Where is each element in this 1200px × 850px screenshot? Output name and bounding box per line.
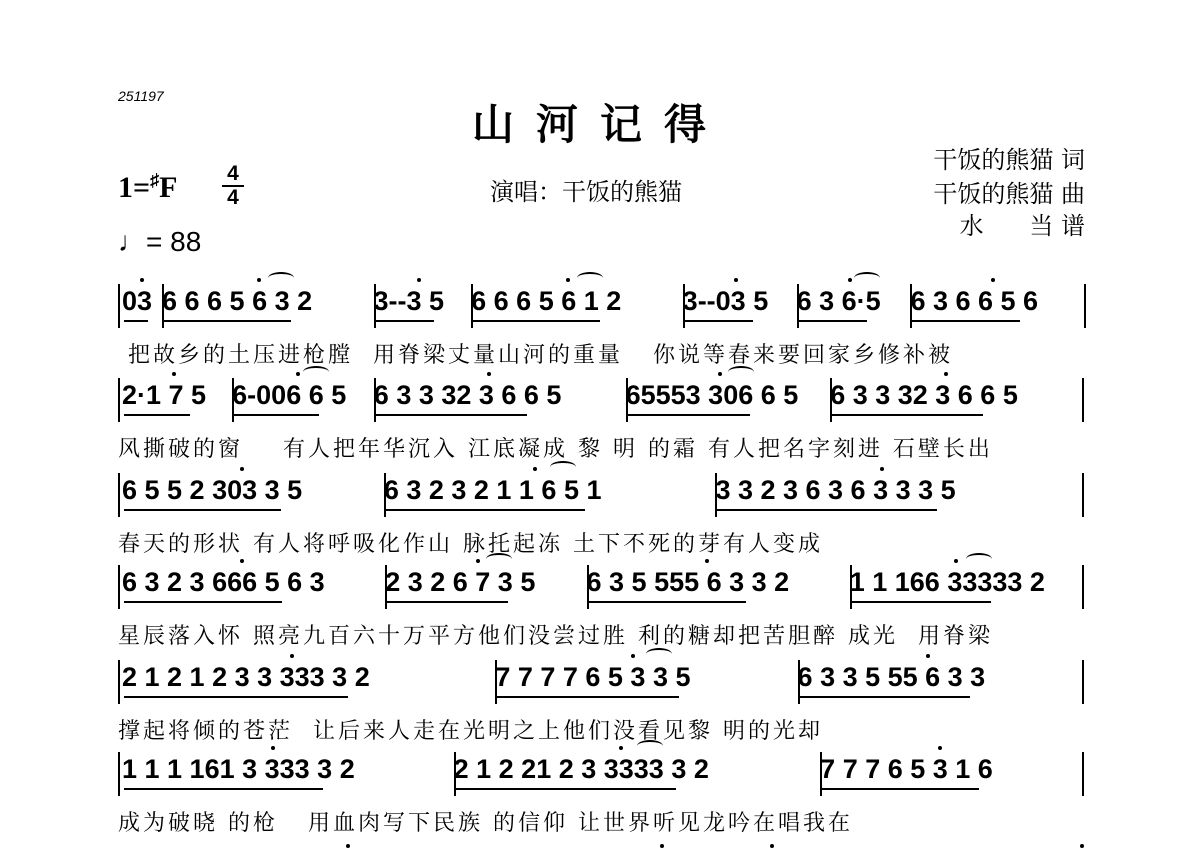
octave-dot [718, 372, 722, 376]
measure-notes: 6 3 2 3 2 1 1 6 5 1 [383, 475, 602, 505]
octave-dot [533, 467, 537, 471]
beam-underline [589, 601, 747, 603]
measure-notes: 6-006 6 5 [232, 380, 347, 410]
barline [118, 565, 120, 609]
barline [1082, 660, 1084, 704]
measure-notes: 7 7 7 6 5 3 1 6 [820, 754, 993, 784]
measure-notes: 6 3 6 6 5 6 [910, 286, 1039, 316]
octave-dot [944, 372, 948, 376]
notes-row [118, 660, 1086, 704]
notes-row [118, 378, 1086, 422]
octave-dot [734, 278, 738, 282]
slur [550, 461, 576, 473]
barline [1082, 378, 1084, 422]
measure-notes: 03 [122, 286, 153, 316]
slur [728, 366, 754, 378]
tempo-marking [118, 226, 201, 258]
measure-notes: 1 1 166 33333 2 [849, 567, 1045, 597]
octave-dot [631, 654, 635, 658]
beam-underline [124, 696, 348, 698]
beam-underline [685, 320, 753, 322]
barline [1084, 284, 1086, 328]
beam-underline [124, 601, 282, 603]
beam-underline [832, 414, 983, 416]
measure-notes: 6 3 5 555 6 3 3 2 [586, 567, 790, 597]
measure-notes: 2 1 2 1 2 3 3 333 3 2 [122, 662, 370, 692]
beam-underline [800, 696, 971, 698]
next-row-preview [340, 842, 1090, 850]
octave-dot [660, 844, 664, 848]
lyrics-row: 风撕破的窗 有人把年华沉入 江底凝成 黎 明 的霜 有人把名字刻进 石壁长出 [118, 437, 993, 462]
measure-notes: 7 7 7 7 6 5 3 3 5 [495, 662, 691, 692]
key-signature [118, 170, 177, 205]
song-title: 山河记得 [471, 100, 728, 149]
beam-underline [234, 414, 319, 416]
octave-dot [346, 844, 350, 848]
time-signature-bottom: 4 [227, 186, 239, 209]
transcriber-credit: 水 当 谱 [959, 212, 1085, 240]
slur [637, 740, 663, 752]
slur [854, 272, 880, 284]
notes-row [118, 473, 1086, 517]
octave-dot [417, 278, 421, 282]
key-note: F [159, 171, 178, 204]
beam-underline [473, 320, 600, 322]
measure-notes: 3--3 5 [373, 286, 445, 316]
octave-dot [172, 372, 176, 376]
octave-dot [619, 746, 623, 750]
barline [118, 284, 120, 328]
measure-notes: 1 1 1 161 3 333 3 2 [122, 754, 355, 784]
beam-underline [376, 414, 527, 416]
barline [1082, 473, 1084, 517]
tempo-value: = 88 [146, 226, 202, 257]
lyrics-row: 撑起将倾的苍茫 让后来人走在光明之上他们没看见黎 明的光却 [118, 719, 823, 744]
measure-notes: 6 3 2 3 666 5 6 3 [122, 567, 325, 597]
beam-underline [628, 414, 751, 416]
measure-notes: 6 6 6 5 6 3 2 [162, 286, 313, 316]
time-signature-top: 4 [227, 162, 239, 185]
measure-notes: 65553 306 6 5 [625, 380, 799, 410]
octave-dot [476, 559, 480, 563]
measure-notes: 6 3 6·5 [796, 286, 881, 316]
octave-dot [705, 559, 709, 563]
beam-underline [124, 788, 323, 790]
measure-notes: 2 3 2 6 7 3 5 [385, 567, 536, 597]
slur [268, 272, 294, 284]
octave-dot [926, 654, 930, 658]
measure-notes: 6 3 3 32 3 6 6 5 [830, 380, 1018, 410]
octave-dot [938, 746, 942, 750]
slur [303, 366, 329, 378]
beam-underline [386, 509, 585, 511]
beam-underline [164, 320, 291, 322]
beam-underline [912, 320, 1019, 322]
octave-dot [1080, 844, 1084, 848]
octave-dot [487, 372, 491, 376]
sharp-symbol: ♯ [150, 170, 160, 190]
beam-underline [387, 601, 508, 603]
singer-credit: 演唱：干饭的熊猫 [490, 178, 682, 206]
measure-notes: 2·1 7 5 [122, 380, 207, 410]
octave-dot [240, 467, 244, 471]
notes-row [118, 565, 1086, 609]
octave-dot [296, 372, 300, 376]
notes-row [118, 284, 1086, 328]
barline [1082, 752, 1084, 796]
time-signature [222, 164, 244, 208]
beam-underline [497, 696, 678, 698]
beam-underline [376, 320, 435, 322]
barline [1082, 565, 1084, 609]
octave-dot [240, 559, 244, 563]
slur [966, 553, 992, 565]
measure-notes: 6 3 3 32 3 6 6 5 [373, 380, 562, 410]
beam-underline [822, 788, 979, 790]
measure-notes: 6 5 5 2 303 3 5 [122, 475, 303, 505]
octave-dot [566, 278, 570, 282]
beam-underline [124, 509, 281, 511]
notes-row [118, 752, 1086, 796]
barline [118, 660, 120, 704]
beam-underline [717, 509, 937, 511]
slur [486, 553, 512, 565]
slur [646, 648, 672, 660]
octave-dot [290, 654, 294, 658]
octave-dot [770, 844, 774, 848]
octave-dot [954, 559, 958, 563]
octave-dot [991, 278, 995, 282]
octave-dot [140, 278, 144, 282]
beam-underline [799, 320, 867, 322]
lyrics-row: 春天的形状 有人将呼吸化作山 脉托起冻 土下不死的芽有人变成 [118, 532, 823, 557]
lyrics-row: 成为破晓 的枪 用血肉写下民族 的信仰 让世界听见龙吟在唱我在 [118, 811, 853, 836]
lyrics-row: 星辰落入怀 照亮九百六十万平方他们没尝过胜 利的糖却把苦胆醉 成光 用脊梁 [118, 624, 993, 649]
slur [577, 272, 603, 284]
beam-underline [124, 320, 148, 322]
octave-dot [880, 467, 884, 471]
measure-notes: 6 6 6 5 6 1 2 [471, 286, 622, 316]
key-prefix: 1= [118, 171, 151, 204]
beam-underline [852, 601, 991, 603]
barline [118, 473, 120, 517]
beam-underline [124, 414, 190, 416]
score-id: 251197 [118, 88, 164, 104]
barline [118, 752, 120, 796]
octave-dot [257, 278, 261, 282]
measure-notes: 3 3 2 3 6 3 6 3 3 3 5 [715, 475, 956, 505]
lyrics-row: 把故乡的土压进枪膛 用脊梁丈量山河的重量 你说等春来要回家乡修补被 [118, 343, 953, 368]
octave-dot [848, 278, 852, 282]
beam-underline [456, 788, 676, 790]
quarter-note-icon: ♩ [118, 226, 146, 257]
measure-notes: 6 3 3 5 55 6 3 3 [797, 662, 986, 692]
measure-notes: 3--03 5 [682, 286, 769, 316]
measure-notes: 2 1 2 21 2 3 3333 3 2 [453, 754, 709, 784]
lyricist-credit: 干饭的熊猫 词 [933, 146, 1085, 174]
octave-dot [271, 746, 275, 750]
barline [118, 378, 120, 422]
composer-credit: 干饭的熊猫 曲 [933, 180, 1085, 208]
